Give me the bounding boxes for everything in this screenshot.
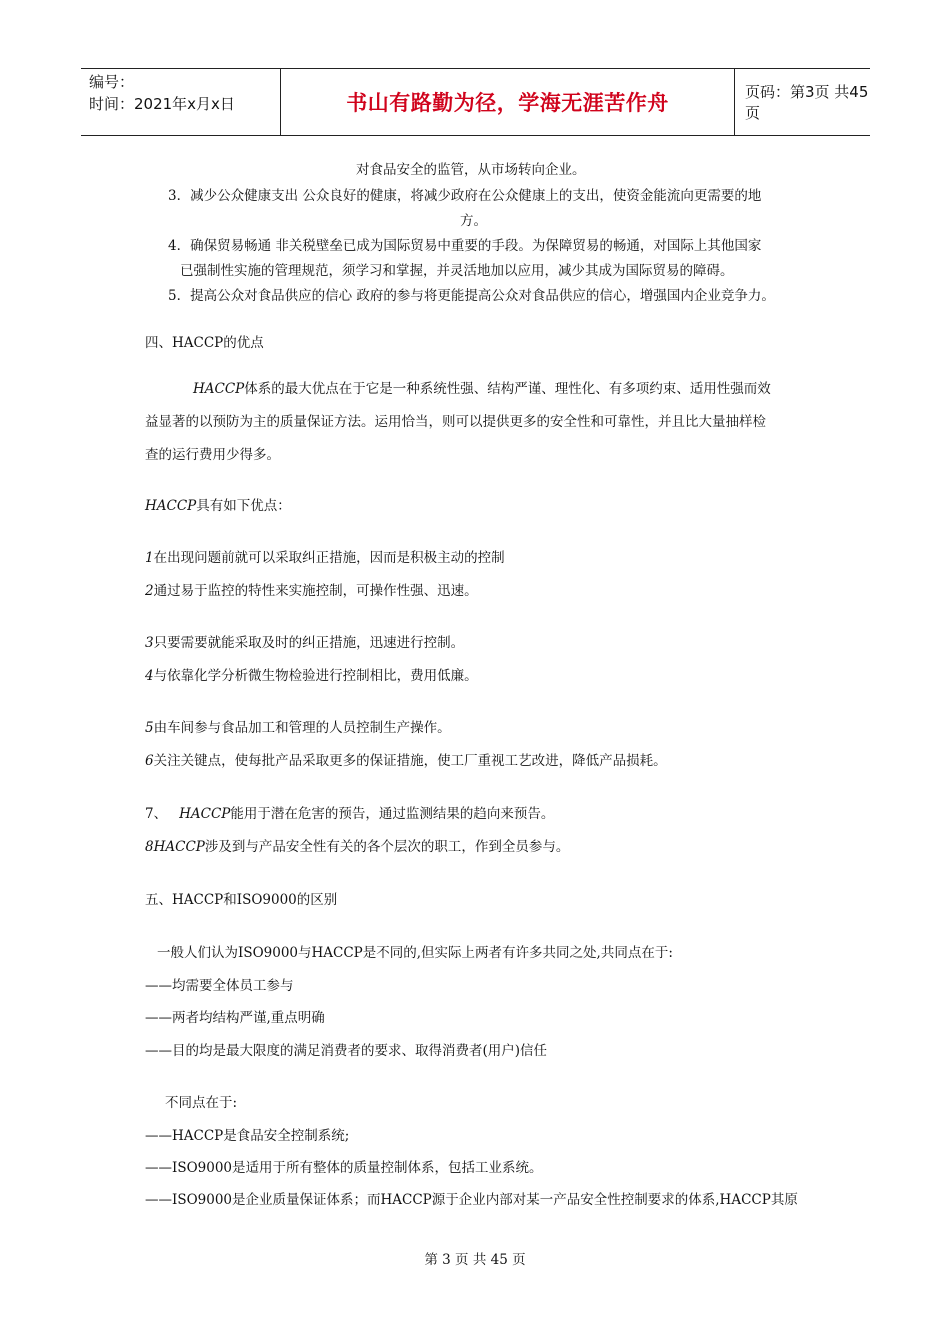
- list-item: 4与依靠化学分析微生物检验进行控制相比，费用低廉。: [145, 668, 478, 684]
- paragraph-line: 不同点在于:: [165, 1095, 238, 1111]
- text-line: 方。: [460, 213, 487, 229]
- date-label: 时间：2021年x月x日: [89, 95, 235, 113]
- list-item: 3只要需要就能采取及时的纠正措施，迅速进行控制。: [145, 635, 465, 651]
- text-line: 3．减少公众健康支出 公众良好的健康，将减少政府在公众健康上的支出，使资金能流向更需要的地: [168, 188, 762, 204]
- section-heading: 五、HACCP和ISO9000的区别: [145, 892, 338, 908]
- list-item: 7、 HACCP能用于潜在危害的预告，通过监测结果的趋向来预告。: [145, 806, 555, 822]
- list-item: 5由车间参与食品加工和管理的人员控制生产操作。: [145, 720, 451, 736]
- paragraph-line: 益显著的以预防为主的质量保证方法。运用恰当，则可以提供更多的安全性和可靠性，并且比大量抽样检: [145, 414, 766, 430]
- paragraph-line: 查的运行费用少得多。: [145, 447, 280, 463]
- header-motto-cell: [281, 69, 735, 135]
- list-item: 8HACCP涉及到与产品安全性有关的各个层次的职工，作到全员参与。: [145, 839, 570, 855]
- dash-item: ——ISO9000是企业质量保证体系；而HACCP源于企业内部对某一产品安全性控制要求的体系,HACCP其原: [145, 1192, 798, 1208]
- list-item: 2通过易于监控的特性来实施控制，可操作性强、迅速。: [145, 583, 478, 599]
- page-header: [81, 68, 870, 136]
- paragraph-line: HACCP体系的最大优点在于它是一种系统性强、结构严谨、理性化、有多项约束、适用性强而效: [193, 381, 771, 397]
- text-line: 5．提高公众对食品供应的信心 政府的参与将更能提高公众对食品供应的信心，增强国内企业竞争力。: [168, 288, 775, 304]
- section-heading: 四、HACCP的优点: [145, 335, 264, 351]
- term: HACCP: [145, 498, 197, 514]
- text-line: 对食品安全的监管，从市场转向企业。: [356, 162, 586, 178]
- header-info-cell: [81, 69, 281, 135]
- dash-item: ——两者均结构严谨,重点明确: [145, 1010, 325, 1026]
- dash-item: ——均需要全体员工参与: [145, 978, 294, 994]
- term: HACCP: [193, 381, 245, 397]
- motto: 书山有路勤为径，学海无涯苦作舟: [346, 91, 669, 115]
- list-intro: HACCP具有如下优点：: [145, 498, 291, 514]
- text-line: 已强制性实施的管理规范，须学习和掌握，并灵活地加以应用，减少其成为国际贸易的障碍。: [180, 263, 734, 279]
- dash-item: ——目的均是最大限度的满足消费者的要求、取得消费者(用户)信任: [145, 1043, 548, 1059]
- paragraph-line: 一般人们认为ISO9000与HACCP是不同的,但实际上两者有许多共同之处,共同点在于:: [157, 945, 673, 961]
- list-item: 6关注关键点，使每批产品采取更多的保证措施，使工厂重视工艺改进，降低产品损耗。: [145, 753, 667, 769]
- dash-item: ——ISO9000是适用于所有整体的质量控制体系，包括工业系统。: [145, 1160, 543, 1176]
- dash-item: ——HACCP是食品安全控制系统;: [145, 1128, 350, 1144]
- list-item: 1在出现问题前就可以采取纠正措施，因而是积极主动的控制: [145, 550, 505, 566]
- code-label: 编号：: [89, 73, 135, 91]
- header-page-cell: [735, 69, 870, 135]
- page-footer: 第 3 页 共 45 页: [424, 1252, 526, 1268]
- text-line: 4．确保贸易畅通 非关税壁垒已成为国际贸易中重要的手段。为保障贸易的畅通，对国际上其他国家: [168, 238, 762, 254]
- page-label: 页码：第3页 共45页: [745, 83, 869, 122]
